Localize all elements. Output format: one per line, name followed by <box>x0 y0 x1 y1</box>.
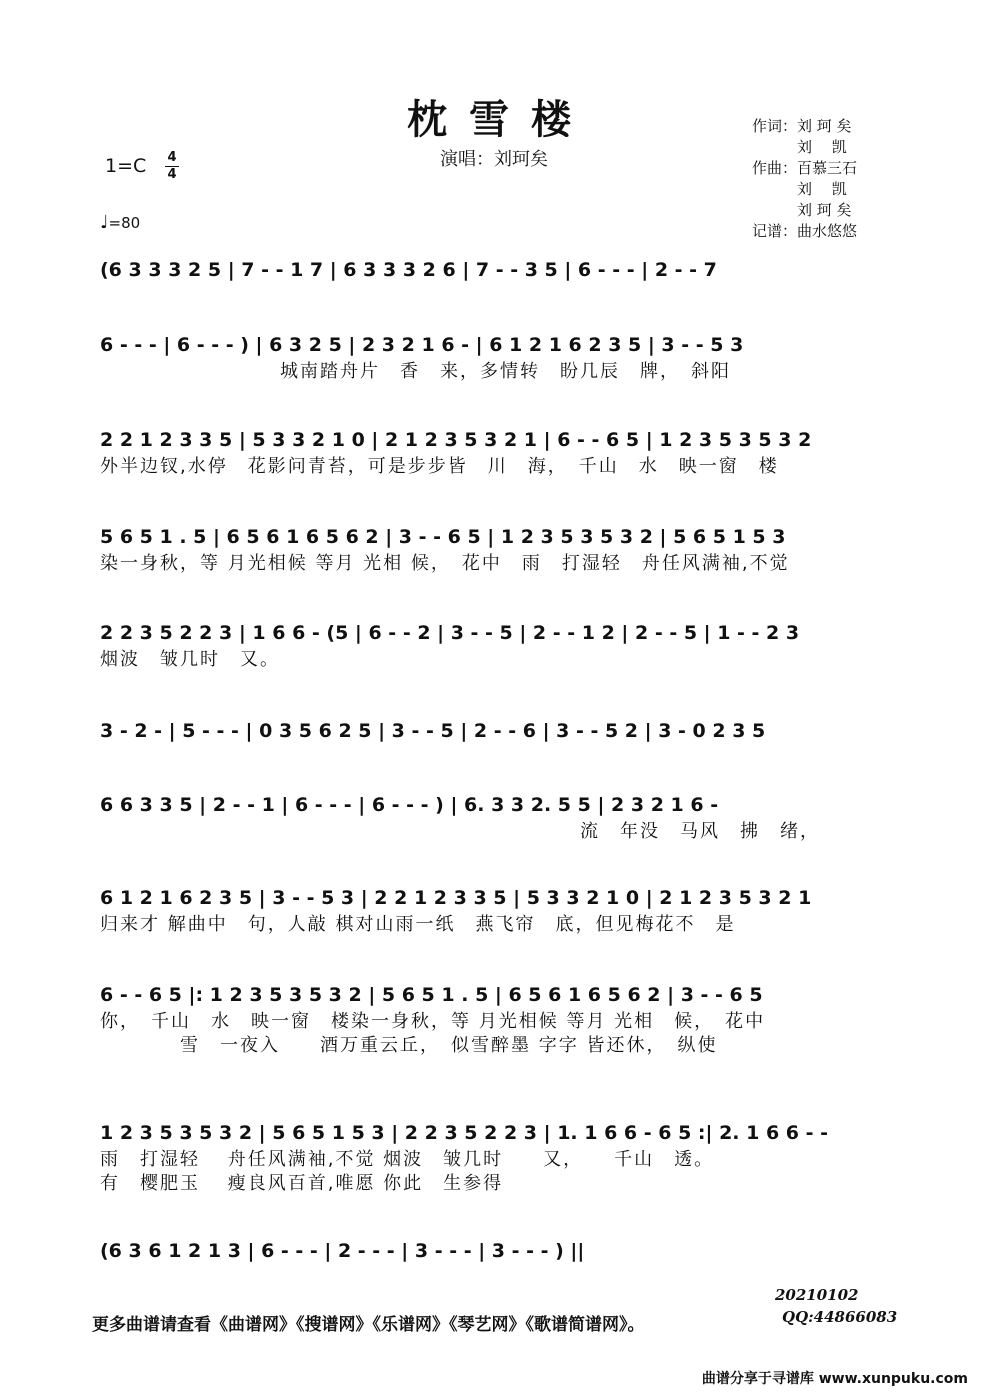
notation-row: 2 2 1 2 3 3 5 | 5 3 3 2 1 0 | 2 1 2 3 5 3 2 1 | 6 - - 6 5 | 1 2 3 5 3 5 3 2 <box>100 429 812 451</box>
contact-qq: QQ:44866083 <box>782 1308 898 1326</box>
staff-line <box>100 255 895 285</box>
credits-block <box>752 116 857 242</box>
credit-line: 刘 珂 矣 <box>752 201 852 219</box>
lyric-row: 雪 一夜入 酒万重云丘， 似雪醉墨 字字 皆还休， 纵使 <box>100 1035 718 1056</box>
lyric-row: 归来才 解曲中 句，人敲 棋对山雨一纸 燕飞帘 底，但见梅花不 是 <box>100 914 736 935</box>
singer-credit: 演唱：刘珂矣 <box>440 149 548 170</box>
notation-row: 6 - - - | 6 - - - ) | 6 3 2 5 | 2 3 2 1 6 - | 6 1 2 1 6 2 3 5 | 3 - - 5 3 <box>100 334 744 356</box>
notation-row: (6 3 3 3 2 5 | 7 - - 1 7 | 6 3 3 3 2 6 | 7 - - 3 5 | 6 - - - | 2 - - 7 <box>100 259 717 281</box>
lyric-row: 雨 打湿轻 舟任风满袖,不觉 烟波 皱几时 又， 千山 透。 <box>100 1149 715 1170</box>
staff-line <box>100 790 895 844</box>
staff-line <box>100 716 895 746</box>
site-credit: 曲谱分享于寻谱库 www.xunpuku.com <box>701 1371 968 1387</box>
notation-row: (6 3 6 1 2 1 3 | 6 - - - | 2 - - - | 3 - - - | 3 - - - ) || <box>100 1240 585 1262</box>
lyric-row: 你， 千山 水 映一窗 楼染一身秋，等 月光相候 等月 光相 候， 花中 <box>100 1011 766 1032</box>
tempo-marking <box>100 212 140 233</box>
credit-line: 作词：刘 珂 矣 <box>752 117 852 135</box>
lyric-row: 流 年没 马风 拂 绪， <box>100 821 820 842</box>
notation-row: 1 2 3 5 3 5 3 2 | 5 6 5 1 5 3 | 2 2 3 5 2 2 3 | 1. 1 6 6 - 6 5 :| 2. 1 6 6 - - <box>100 1122 829 1144</box>
staff-line <box>100 980 895 1058</box>
notation-row: 6 6 3 3 5 | 2 - - 1 | 6 - - - | 6 - - - ) | 6. 3 3 2. 5 5 | 2 3 2 1 6 - <box>100 794 719 816</box>
staff-line <box>100 618 895 672</box>
transcription-date: 20210102 <box>775 1286 859 1304</box>
key-signature: 1=C <box>105 155 147 177</box>
lyric-row: 城南踏舟片 香 来，多情转 盼几辰 牌， 斜阳 <box>100 361 731 382</box>
staff-line <box>100 883 895 937</box>
lyric-row: 烟波 皱几时 又。 <box>100 649 280 670</box>
staff-line <box>100 425 895 479</box>
footer-links: 更多曲谱请查看《曲谱网》《搜谱网》《乐谱网》《琴艺网》《歌谱简谱网》。 <box>92 1315 645 1335</box>
lyric-row: 有 樱肥玉 瘦良风百首,唯愿 你此 生参得 <box>100 1173 504 1194</box>
time-signature <box>165 150 179 183</box>
staff-line <box>100 1118 895 1196</box>
notation-row: 6 - - 6 5 |: 1 2 3 5 3 5 3 2 | 5 6 5 1 . 5 | 6 5 6 1 6 5 6 2 | 3 - - 6 5 <box>100 984 763 1006</box>
time-denominator: 4 <box>167 167 177 182</box>
notation-row: 6 1 2 1 6 2 3 5 | 3 - - 5 3 | 2 2 1 2 3 3 5 | 5 3 3 2 1 0 | 2 1 2 3 5 3 2 1 <box>100 887 812 909</box>
staff-line <box>100 330 895 384</box>
credit-line: 刘 凯 <box>752 180 847 198</box>
tempo-value: =80 <box>108 214 141 232</box>
time-numerator: 4 <box>165 150 179 167</box>
lyric-row: 染一身秋，等 月光相候 等月 光相 候， 花中 雨 打湿轻 舟任风满袖,不觉 <box>100 553 790 574</box>
lyric-row: 外半边钗,水停 花影问青苔，可是步步皆 川 海， 千山 水 映一窗 楼 <box>100 456 779 477</box>
credit-line: 作曲：百慕三石 <box>752 159 858 177</box>
credit-line: 记谱：曲水悠悠 <box>752 222 858 240</box>
staff-line <box>100 522 895 576</box>
notation-row: 2 2 3 5 2 2 3 | 1 6 6 - (5 | 6 - - 2 | 3 - - 5 | 2 - - 1 2 | 2 - - 5 | 1 - - 2 3 <box>100 622 800 644</box>
song-title: 枕雪楼 <box>407 96 593 143</box>
notation-row: 5 6 5 1 . 5 | 6 5 6 1 6 5 6 2 | 3 - - 6 5 | 1 2 3 5 3 5 3 2 | 5 6 5 1 5 3 <box>100 526 786 548</box>
notation-row: 3 - 2 - | 5 - - - | 0 3 5 6 2 5 | 3 - - 5 | 2 - - 6 | 3 - - 5 2 | 3 - 0 2 3 5 <box>100 720 766 742</box>
staff-line <box>100 1236 895 1266</box>
quarter-note-icon: ♩ <box>100 212 109 233</box>
credit-line: 刘 凯 <box>752 138 847 156</box>
